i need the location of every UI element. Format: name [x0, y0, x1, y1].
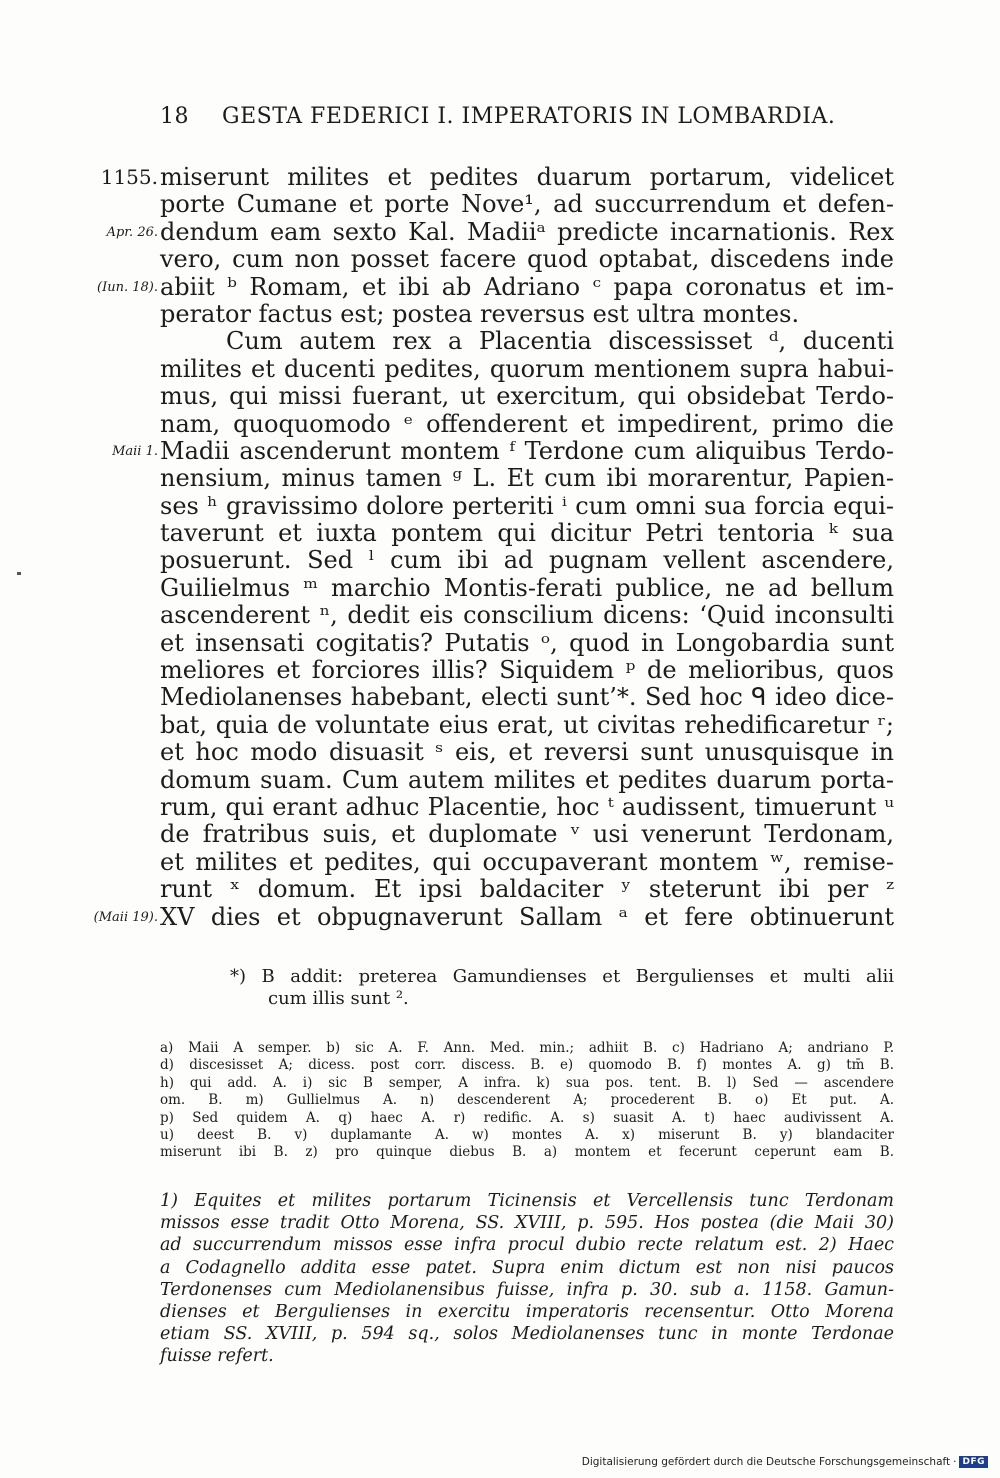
text-line: [160, 794, 894, 821]
text-line: [160, 876, 894, 903]
dfg-logo-icon: DFG: [959, 1456, 988, 1468]
text-line: [93, 902, 894, 931]
line-text: domum suam. Cum autem milites et pedites duarum porta-: [160, 765, 894, 794]
variant-note-line: om. B. m) Gullielmus A. n) descenderent A; procederent B. o) Et put. A.: [160, 1092, 894, 1109]
text-line: [160, 383, 894, 410]
addition-note-line: *) B addit: preterea Gamundienses et Bergulienses et multi alii: [230, 966, 894, 987]
text-line: [160, 602, 894, 629]
line-text: mus, qui missi fuerant, ut exercitum, qui obsidebat Terdo-: [160, 382, 894, 411]
running-title: GESTA FEDERICI I. IMPERATORIS IN LOMBARDIA.: [222, 104, 836, 129]
text-line: [160, 520, 894, 547]
text-line: [160, 684, 894, 711]
margin-date: (Iun. 18).: [97, 279, 158, 295]
running-header: [160, 104, 894, 129]
main-text-block: [93, 163, 894, 931]
line-text: dendum eam sexto Kal. Madiiᵃ predicte incarnationis. Rex: [160, 217, 894, 246]
footnote-line: etiam SS. XVIII, p. 594 sq., solos Mediolanenses tunc in monte Terdonae: [160, 1324, 894, 1345]
text-line: [160, 630, 894, 657]
line-text: miserunt milites et pedites duarum portarum, videlicet: [160, 163, 894, 191]
footnote-line: ad succurrendum missos esse infra procul dubio recte relatum est. 2) Haec: [160, 1235, 894, 1256]
page-number: 18: [160, 104, 189, 129]
text-line: [106, 217, 894, 246]
line-text: bat, quia de voluntate eius erat, ut civitas rehedificaretur ʳ;: [160, 710, 894, 739]
margin-date: Maii 1.: [112, 443, 158, 459]
text-line: [160, 712, 894, 739]
line-text: ascenderent ⁿ, dedit eis conscilium dicens: ‘Quid inconsulti: [160, 601, 894, 630]
line-text: rum, qui erant adhuc Placentie, hoc ᵗ audissent, timuerunt ᵘ: [160, 792, 894, 821]
line-text: Cum autem rex a Placentia discessisset ᵈ, ducenti: [226, 327, 894, 356]
addition-note: [230, 966, 894, 1010]
footnote-line: missos esse tradit Otto Morena, SS. XVIII, p. 595. Hos postea (die Maii 30): [160, 1213, 894, 1234]
text-line: [97, 272, 894, 301]
line-text: Madii ascenderunt montem ᶠ Terdone cum aliquibus Terdo-: [160, 436, 894, 465]
line-text: taverunt et iuxta pontem qui dicitur Petri tentoria ᵏ sua: [160, 519, 894, 548]
line-text: porte Cumane et porte Nove¹, ad succurrendum et defen-: [160, 190, 894, 219]
margin-date: Apr. 26.: [106, 224, 158, 240]
text-line: [160, 767, 894, 794]
line-text: vero, cum non posset facere quod optabat, discedens inde: [160, 245, 894, 274]
variant-note-line: h) qui add. A. i) sic B semper, A infra. k) sua pos. tent. B. l) Sed — ascendere: [160, 1074, 894, 1091]
line-text: XV dies et obpugnaverunt Sallam ᵃ et fere obtinuerunt: [160, 902, 894, 931]
line-text: et milites et pedites, qui occupaverant montem ʷ, remise-: [160, 847, 894, 876]
variant-notes: [160, 1040, 894, 1162]
line-text: meliores et forciores illis? Siquidem ᵖ de melioribus, quos: [160, 656, 894, 685]
line-text: Guilielmus ᵐ marchio Montis-ferati publice, ne ad bellum: [160, 573, 894, 602]
text-line: [160, 657, 894, 684]
line-text: de fratribus suis, et duplomate ᵛ usi venerunt Terdonam,: [160, 820, 894, 849]
text-line: [160, 575, 894, 602]
text-line: [160, 849, 894, 876]
line-text: posuerunt. Sed ˡ cum ibi ad pugnam vellent ascendere,: [160, 546, 894, 575]
text-line: [160, 547, 894, 574]
text-line: [160, 821, 894, 848]
text-line: [160, 246, 894, 273]
line-text: nensium, minus tamen ᵍ L. Et cum ibi morarentur, Papien-: [160, 464, 894, 493]
text-line: [160, 493, 894, 520]
line-text: nam, quoquomodo ᵉ offenderent et impedirent, primo die: [160, 409, 894, 438]
variant-note-line: p) Sed quidem A. q) haec A. r) redific. A. s) suasit A. t) haec audivissent A.: [160, 1109, 894, 1126]
margin-date: 1155.: [100, 165, 158, 189]
line-text: runt ˣ domum. Et ipsi baldaciter ʸ steterunt ibi per ᶻ: [160, 875, 894, 904]
credit-text: Digitalisierung gefördert durch die Deutsche Forschungsgemeinschaft: [581, 1456, 951, 1468]
footnote-line: 1) Equites et milites portarum Ticinensis et Vercellensis tunc Terdonam: [160, 1191, 894, 1211]
variant-note-line: a) Maii A semper. b) sic A. F. Ann. Med. min.; adhiit B. c) Hadriano A; andriano P.: [160, 1040, 894, 1056]
scan-mark: [17, 572, 21, 575]
text-line: [112, 436, 894, 465]
digitization-credit: Digitalisierung gefördert durch die Deutsche Forschungsgemeinschaft · DFG: [582, 1456, 988, 1468]
margin-date: (Maii 19).: [93, 909, 158, 925]
variant-note-line: miserunt ibi B. z) pro quinque diebus B. a) montem et fecerunt ceperunt eam B.: [160, 1144, 894, 1161]
variant-note-line: d) discesisset A; dicess. post corr. discess. B. e) quomodo B. f) montes A. g) tm̄ B.: [160, 1057, 894, 1074]
variant-note-line: u) deest B. v) duplamante A. w) montes A. x) miserunt B. y) blandaciter: [160, 1127, 894, 1144]
text-line: [160, 739, 894, 766]
footnote-line: Terdonenses cum Mediolanensibus fuisse, infra p. 30. sub a. 1158. Gamun-: [160, 1279, 894, 1300]
line-text: ses ʰ gravissimo dolore perteriti ⁱ cum omni sua forcia equi-: [160, 491, 894, 520]
text-line: [160, 465, 894, 492]
footnote-line: dienses et Bergulienses in exercitu imperatoris recensentur. Otto Morena: [160, 1302, 894, 1323]
line-text: et insensati cogitatis? Putatis ᵒ, quod in Longobardia sunt: [160, 628, 894, 657]
footnotes: [160, 1190, 894, 1368]
text-line: [160, 301, 894, 328]
text-line: [160, 411, 894, 438]
text-line: [160, 328, 894, 355]
text-line: [160, 356, 894, 383]
footnote-line: a Codagnello addita esse patet. Supra enim dictum est non nisi paucos: [160, 1257, 894, 1278]
footnote-line: fuisse refert.: [160, 1346, 274, 1367]
addition-note-line: cum illis sunt ².: [268, 988, 409, 1009]
line-text: abiit ᵇ Romam, et ibi ab Adriano ᶜ papa coronatus et im-: [160, 272, 894, 301]
line-text: milites et ducenti pedites, quorum mentionem supra habui-: [160, 354, 894, 383]
line-text: Mediolanenses habebant, electi sunt’*. Sed hoc ᑫ ideo dice-: [160, 683, 894, 712]
text-line: [160, 191, 894, 218]
line-text: et hoc modo disuasit ˢ eis, et reversi sunt unusquisque in: [160, 738, 894, 767]
line-text: perator factus est; postea reversus est ultra montes.: [160, 299, 800, 328]
text-line: [100, 163, 894, 191]
